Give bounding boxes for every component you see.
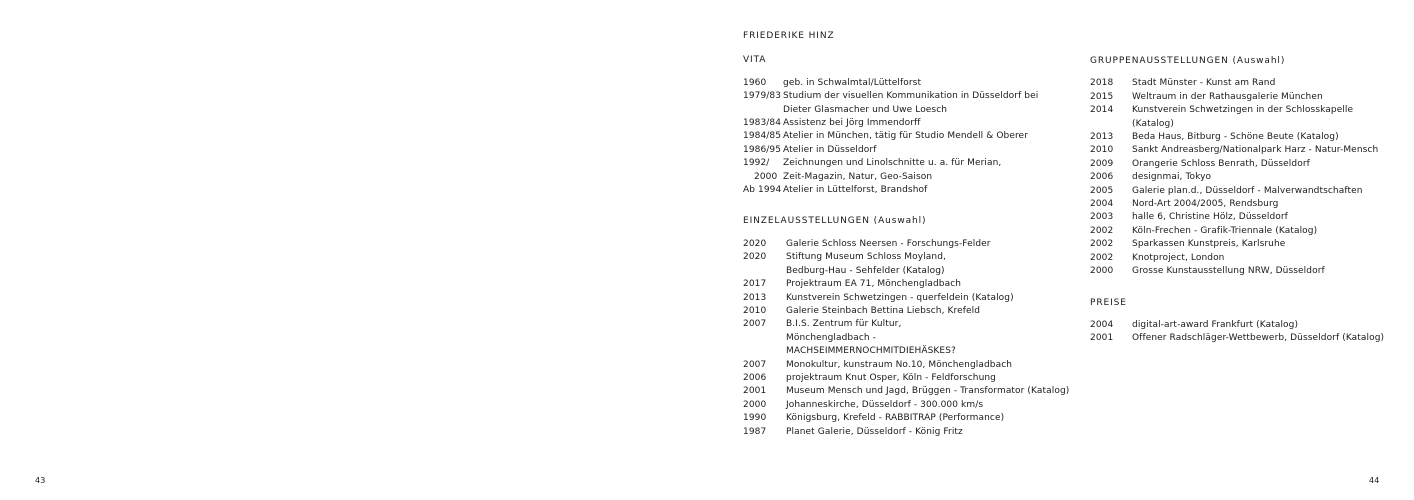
entry-text: Stadt Münster - Kunst am Rand: [1132, 78, 1276, 89]
gruppe-entry: [1090, 77, 1390, 90]
entry-text: Sankt Andreasberg/Nationalpark Harz - Natur-Mensch: [1132, 145, 1379, 156]
einzel-entry: [743, 399, 1073, 412]
entry-year: 2000: [743, 399, 767, 410]
gruppe-entry: [1090, 238, 1390, 251]
einzel-list: [743, 238, 1073, 439]
entry-year: 2009: [1090, 158, 1114, 169]
einzel-entry: [743, 292, 1073, 305]
entry-text: Orangerie Schloss Benrath, Düsseldorf: [1132, 158, 1310, 169]
einzel-heading: EINZELAUSSTELLUNGEN (Auswahl): [743, 216, 927, 227]
gruppe-entry: [1090, 158, 1390, 171]
entry-text: Galerie Schloss Neersen - Forschungs-Felder: [786, 238, 991, 249]
entry-year: 2001: [1090, 333, 1114, 344]
page-number-right: 44: [1369, 476, 1380, 485]
entry-text: Atelier in Lüttelforst, Brandshof: [783, 185, 928, 196]
page-number-left: 43: [35, 476, 46, 485]
entry-year: 2018: [1090, 78, 1114, 89]
vita-heading: VITA: [743, 55, 767, 66]
gruppe-entry: [1090, 144, 1390, 157]
column-left: [743, 30, 1073, 457]
entry-text: Museum Mensch und Jagd, Brüggen - Transformator (Katalog): [786, 386, 1070, 397]
entry-text: designmai, Tokyo: [1132, 172, 1212, 183]
gruppe-entry: [1090, 265, 1390, 278]
gruppe-entry: [1090, 171, 1390, 184]
entry-text: Atelier in Düsseldorf: [783, 144, 877, 155]
entry-text: B.I.S. Zentrum für Kultur, Mönchengladbach - MACHSEIMMERNOCHMITDIEHÄSKES?: [786, 319, 956, 357]
entry-year: Ab 1994: [743, 185, 782, 196]
entry-year: 2003: [1090, 212, 1114, 223]
entry-year: 2002: [1090, 239, 1114, 250]
entry-text: Monokultur, kunstraum No.10, Mönchengladbach: [786, 359, 1013, 370]
gruppe-entry: [1090, 104, 1390, 131]
entry-text: Königsburg, Krefeld - RABBITRAP (Performance): [786, 413, 1005, 424]
entry-year: 2006: [1090, 172, 1114, 183]
entry-text: halle 6, Christine Hölz, Düsseldorf: [1132, 212, 1288, 223]
entry-year: 2001: [743, 386, 767, 397]
einzel-entry: [743, 359, 1073, 372]
gruppe-entry: [1090, 211, 1390, 224]
entry-year: 1990: [743, 413, 767, 424]
preise-list: [1090, 319, 1390, 346]
einzel-entry: [743, 251, 1073, 278]
entry-year: 1979/83: [743, 91, 782, 102]
entry-year: 1986/95: [743, 144, 782, 155]
entry-year: 1983/84: [743, 118, 782, 129]
entry-year: 1992/: [743, 158, 770, 169]
vita-entry: [743, 144, 1073, 157]
vita-entry: [743, 157, 1073, 170]
einzel-entry: [743, 238, 1073, 251]
entry-year: 2004: [1090, 319, 1114, 330]
entry-text: Nord-Art 2004/2005, Rendsburg: [1132, 199, 1279, 210]
entry-text: Sparkassen Kunstpreis, Karlsruhe: [1132, 239, 1286, 250]
entry-year: 1987: [743, 426, 767, 437]
entry-year: 1960: [743, 77, 767, 88]
gruppe-entry: [1090, 185, 1390, 198]
gruppe-entry: [1090, 91, 1390, 104]
entry-text: Johanneskirche, Düsseldorf - 300.000 km/s: [786, 399, 984, 410]
gruppe-entry: [1090, 252, 1390, 265]
vita-entry: [743, 117, 1073, 130]
entry-text: Kunstverein Schwetzingen - querfeldein (Katalog): [786, 292, 1014, 303]
einzel-entry: [743, 318, 1073, 358]
entry-text: Atelier in München, tätig für Studio Mendell & Oberer: [783, 131, 1028, 142]
entry-text: Kunstverein Schwetzingen in der Schlosskapelle (Katalog): [1132, 105, 1354, 129]
entry-year: 2005: [1090, 185, 1114, 196]
entry-year: 2020: [743, 238, 767, 249]
einzel-entry: [743, 385, 1073, 398]
entry-year: 1984/85: [743, 131, 782, 142]
gruppe-entry: [1090, 131, 1390, 144]
preise-entry: [1090, 332, 1390, 345]
vita-list: [743, 77, 1073, 198]
preise-heading: PREISE: [1090, 297, 1127, 308]
einzel-entry: [743, 305, 1073, 318]
entry-text: Beda Haus, Bitburg - Schöne Beute (Katalog): [1132, 132, 1339, 143]
vita-entry: [743, 171, 1073, 184]
entry-year: 2010: [743, 305, 767, 316]
einzel-entry: [743, 372, 1073, 385]
einzel-entry: [743, 426, 1073, 439]
entry-text: Knotproject, London: [1132, 252, 1225, 263]
entry-year: 2020: [743, 252, 767, 263]
entry-text: Zeit-Magazin, Natur, Geo-Saison: [783, 171, 933, 182]
entry-text: Weltraum in der Rathausgalerie München: [1132, 91, 1323, 102]
preise-entry: [1090, 319, 1390, 332]
entry-year: 2014: [1090, 105, 1114, 116]
entry-text: digital-art-award Frankfurt (Katalog): [1132, 319, 1299, 330]
column-right: [1090, 55, 1390, 364]
einzel-entry: [743, 412, 1073, 425]
vita-entry: [743, 90, 1073, 117]
entry-year: 2002: [1090, 252, 1114, 263]
entry-year: 2000: [754, 171, 778, 182]
entry-text: Köln-Frechen - Grafik-Triennale (Katalog): [1132, 225, 1318, 236]
vita-entry: [743, 130, 1073, 143]
entry-text: Galerie plan.d., Düsseldorf - Malverwandtschaften: [1132, 185, 1363, 196]
entry-text: geb. in Schwalmtal/Lüttelforst: [783, 77, 922, 88]
entry-year: 2000: [1090, 266, 1114, 277]
einzel-entry: [743, 278, 1073, 291]
entry-year: 2017: [743, 279, 767, 290]
entry-text: Assistenz bei Jörg Immendorff: [783, 118, 921, 129]
entry-text: Offener Radschläger-Wettbewerb, Düsseldorf (Katalog): [1132, 333, 1385, 344]
entry-text: Studium der visuellen Kommunikation in Düsseldorf bei Dieter Glasmacher und Uwe Loesch: [783, 91, 1039, 115]
entry-year: 2002: [1090, 225, 1114, 236]
entry-text: Grosse Kunstausstellung NRW, Düsseldorf: [1132, 266, 1325, 277]
entry-year: 2007: [743, 359, 767, 370]
entry-year: 2013: [743, 292, 767, 303]
vita-entry: [743, 184, 1073, 197]
entry-text: projektraum Knut Osper, Köln - Feldforschung: [786, 372, 996, 383]
entry-text: Stiftung Museum Schloss Moyland, Bedburg-Hau - Sehfelder (Katalog): [786, 252, 946, 276]
entry-year: 2013: [1090, 132, 1114, 143]
gruppe-entry: [1090, 225, 1390, 238]
entry-year: 2007: [743, 319, 767, 330]
entry-text: Planet Galerie, Düsseldorf - König Fritz: [786, 426, 963, 437]
entry-year: 2015: [1090, 91, 1114, 102]
gruppe-heading: GRUPPENAUSSTELLUNGEN (Auswahl): [1090, 56, 1286, 66]
entry-year: 2010: [1090, 145, 1114, 156]
entry-text: Zeichnungen und Linolschnitte u. a. für Merian,: [783, 158, 1002, 169]
gruppe-list: [1090, 77, 1390, 278]
entry-year: 2004: [1090, 199, 1114, 210]
entry-text: Galerie Steinbach Bettina Liebsch, Krefeld: [786, 305, 981, 316]
entry-text: Projektraum EA 71, Mönchengladbach: [786, 279, 962, 290]
artist-name: FRIEDERIKE HINZ: [743, 31, 835, 41]
entry-year: 2006: [743, 372, 767, 383]
gruppe-entry: [1090, 198, 1390, 211]
vita-entry: [743, 77, 1073, 90]
